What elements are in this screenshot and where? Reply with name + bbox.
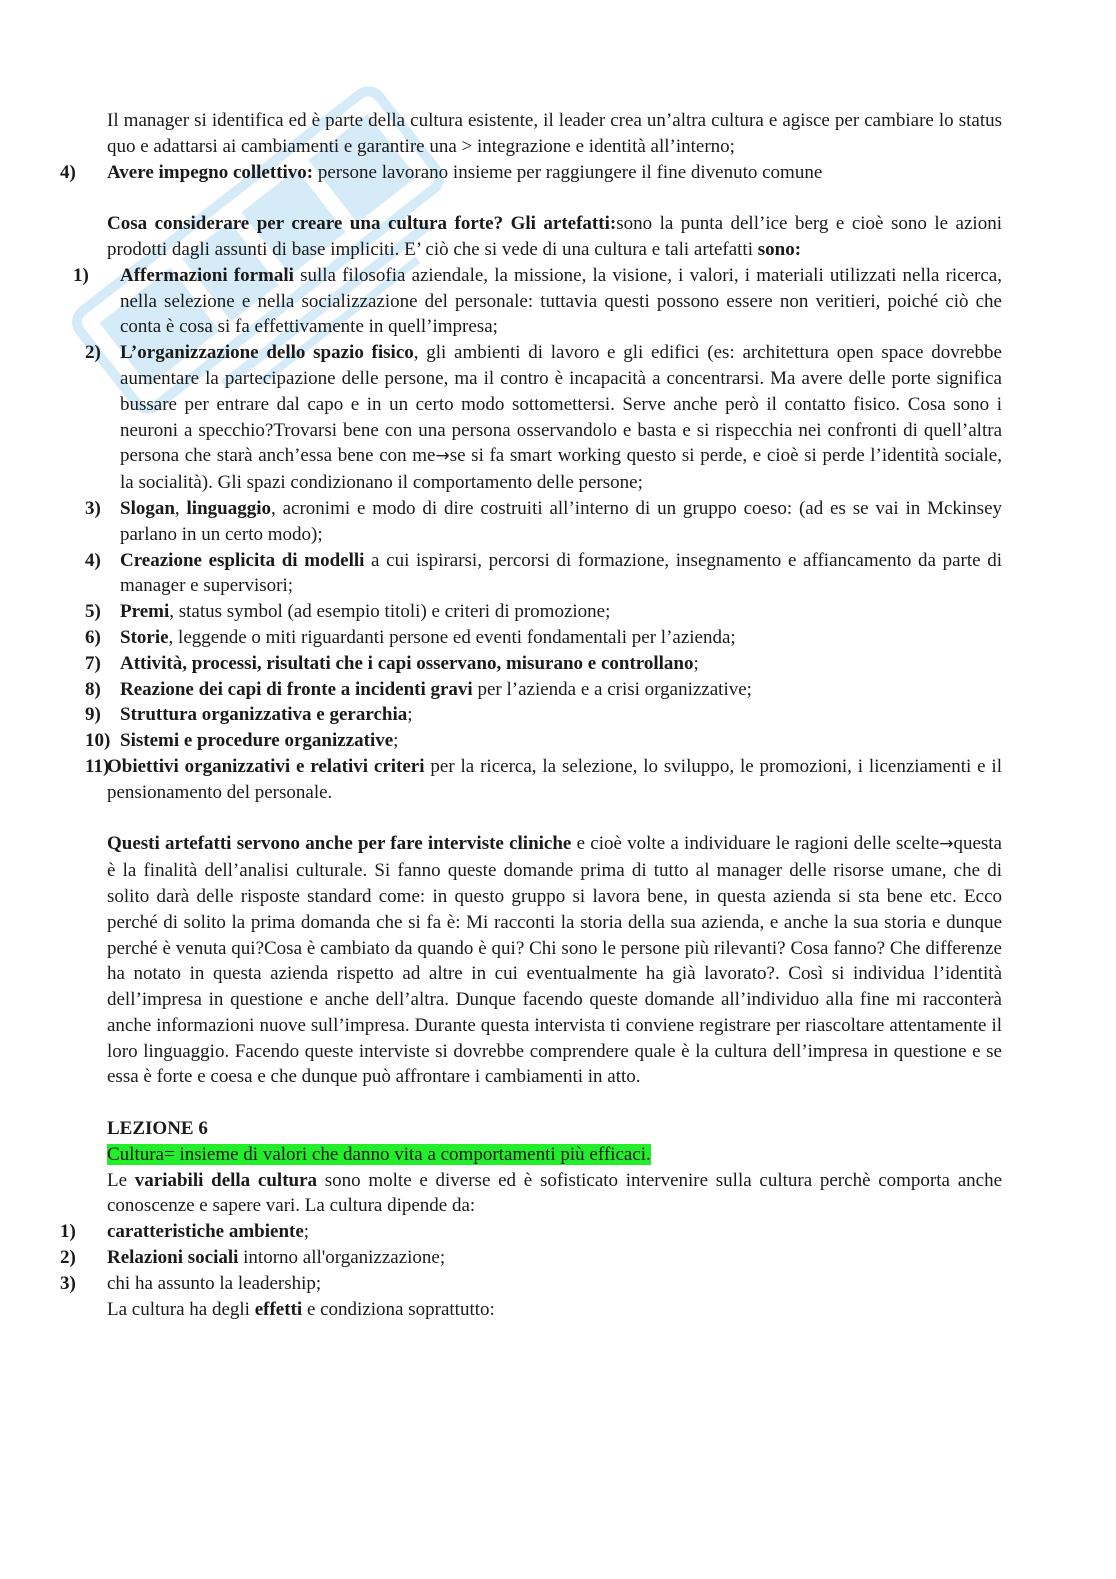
item-sep: ,: [174, 497, 187, 519]
item-bold-text: caratteristiche ambiente: [107, 1221, 304, 1243]
item-bold-text: Storie: [120, 626, 169, 648]
item-text: ;: [407, 704, 413, 726]
item-text: ;: [303, 1221, 310, 1243]
item-bold-text: Slogan: [120, 497, 175, 519]
culture-item-2: [60, 1245, 1002, 1271]
item-text: , acronimi e modo di dire costruiti all’interno di un gruppo coeso: (ad es se vai in Mckinsey parlano in un certo modo);: [120, 497, 1002, 545]
list-number: 7): [85, 652, 101, 674]
item-text: per l’azienda e a crisi organizzative;: [472, 678, 752, 700]
intro-paragraph: Il manager si identifica ed è parte della cultura esistente, il leader crea un’altra cultura e agisce per cambiare lo status quo e adattarsi ai cambiamenti e garantire una > integrazione e identità all’interno;: [107, 110, 1002, 157]
list-number: 3): [85, 497, 101, 519]
list-number: 2): [60, 1247, 76, 1269]
culture-item-3: [60, 1271, 1002, 1297]
interviste-paragraph: [107, 831, 1002, 1090]
item-text: intorno all'organizzazione;: [238, 1247, 446, 1269]
lesson-title-text: LEZIONE 6: [107, 1118, 208, 1140]
item-text: , status symbol (ad esempio titoli) e criteri di promozione;: [169, 601, 611, 623]
artefatti-question: Cosa considerare per creare una cultura forte? Gli artefatti:: [107, 213, 617, 235]
item-bold-text: Reazione dei capi di fronte a incidenti gravi: [120, 678, 473, 700]
artefatto-item-10: [85, 728, 1002, 754]
artefatto-item-3: [85, 496, 1002, 548]
interviste-text: e cioè volte a individuare le ragioni delle scelte: [571, 833, 940, 855]
item-text: ;: [693, 652, 699, 674]
interviste-bold: Questi artefatti servono anche per fare interviste cliniche: [107, 833, 572, 855]
interviste-text-cont: questa è la finalità dell’analisi culturale. Si fanno queste domande prima di tutto al manager delle risorse umane, che di solito darà delle risposte standard come: in questo gruppo si lavora bene, in questa azienda si sta bene etc. Ecco perché di solito la prima domanda che si fa è: Mi racconti la storia della sua azienda, e anche la sua storia e dunque perché è venuta qui?Cosa è cambiato da quando è qui? Chi sono le persone più rilevanti? Cosa fanno? Che differenze ha notato in questa azienda rispetto ad altre in cui eventualmente ha già lavorato?. Così si individua l’identità dell’impresa in questione e anche dell’altra. Dunque facendo queste domande all’individuo alla fine mi racconterà anche informazioni nuove sull’impresa. Durante questa intervista ti conviene registrare per riascoltare attentamente il loro linguaggio. Facendo queste interviste si dovrebbe comprendere quale è la cultura dell’impresa in questione e se essa è forte e coesa e che dunque può affrontare i cambiamenti in atto.: [107, 833, 1002, 1088]
list-number: 9): [85, 704, 101, 726]
variabili-text: sono molte e diverse ed è sofisticato intervenire sulla cultura perchè comporta anche conoscenze e sapere vari. La cultura dipende da:: [107, 1169, 1003, 1217]
item-bold-text: Affermazioni formali: [120, 264, 294, 286]
artefatti-intro-end: sono:: [757, 238, 802, 260]
artefatti-intro-text: sono la punta dell’ice berg e cioè sono le azioni prodotti dagli assunti di base impliciti. E’ ciò che si vede di una cultura e tali artefatti: [107, 213, 1002, 260]
lesson-title: [107, 1116, 1002, 1142]
list-number: 1): [73, 264, 89, 286]
effetti-paragraph: [107, 1297, 1002, 1323]
artefatto-item-9: [85, 702, 1002, 728]
list-item-4: [60, 160, 1002, 186]
list-number: 4): [60, 161, 76, 183]
artefatto-item-2: [85, 340, 1002, 496]
item-bold-text: Attività, processi, risultati che i capi osservano, misurano e controllano: [120, 652, 694, 674]
item-bold-text: Obiettivi organizzativi e relativi criteri: [107, 755, 425, 777]
item-text: persone lavorano insieme per raggiungere il fine divenuto comune: [313, 161, 823, 183]
item-text-cont: se si fa smart working questo si perde, e cioè si perde l’identità sociale, la socialità). Gli spazi condizionano il comportamento delle persone;: [120, 445, 1002, 494]
highlighted-definition: Cultura= insieme di valori che danno vita a comportamenti più efficaci.: [107, 1143, 651, 1165]
list-number: 1): [60, 1221, 76, 1243]
item-text: sulla filosofia aziendale, la missione, la visione, i valori, i materiali utilizzati nella ricerca, nella selezione e nella socializzazione del personale: tuttavia questi possono essere non veritieri, poiché ciò che conta è cosa si fa effettivamente in quell’impresa;: [120, 264, 1002, 338]
culture-item-1: [60, 1219, 1002, 1245]
list-number: 8): [85, 678, 101, 700]
list-number: 5): [85, 601, 101, 623]
item-text: ;: [393, 730, 399, 752]
item-text: per la ricerca, la selezione, lo sviluppo, le promozioni, i licenziamenti e il pensionamento del personale.: [107, 755, 1002, 803]
item-text: , leggende o miti riguardanti persone ed eventi fondamentali per l’azienda;: [168, 626, 736, 648]
artefatto-item-7: [85, 651, 1002, 677]
item-bold-text: Struttura organizzativa e gerarchia: [120, 704, 408, 726]
variabili-pre: Le: [107, 1169, 135, 1191]
list-number: 6): [85, 626, 101, 648]
item-bold-text: Creazione esplicita di modelli: [120, 549, 365, 571]
artefatto-item-5: [85, 599, 1002, 625]
variabili-paragraph: [107, 1168, 1002, 1220]
artefatti-intro: [107, 211, 1002, 263]
effetti-pre: La cultura ha degli: [107, 1298, 255, 1320]
culture-definition: [107, 1142, 1002, 1168]
item-text: a cui ispirarsi, percorsi di formazione, insegnamento e affiancamento da parte di manager e supervisori;: [120, 549, 1002, 597]
effetti-text: e condiziona soprattutto:: [302, 1298, 495, 1320]
item-bold-text: Premi: [120, 601, 170, 623]
item-text: chi ha assunto la leadership;: [107, 1272, 322, 1294]
artefatto-item-1: [73, 263, 1002, 340]
list-number: 11): [85, 755, 110, 777]
list-number: 2): [85, 342, 101, 364]
list-number: 10): [85, 730, 111, 752]
item-bold-text: Relazioni sociali: [107, 1247, 239, 1269]
arrow-icon: →: [435, 446, 450, 467]
item-bold-text-2: linguaggio: [186, 497, 271, 519]
item-bold-text: Avere impegno collettivo:: [107, 161, 314, 183]
item-bold-text: L’organizzazione dello spazio fisico: [120, 342, 414, 364]
item-text: , gli ambienti di lavoro e gli edifici (es: architettura open space dovrebbe aumentare la partecipazione delle persone, ma il contro è incapacità a concentrarsi. Ma avere delle porte significa bussare per entrare dal capo e in un certo modo sottomettersi. Serve anche però il contatto fisico. Cosa sono i neuroni a specchio?Trovarsi bene con una persona osservandolo e basta e si rispecchia nei confronti di quell’altra persona che starà anch’essa bene con me: [120, 342, 1002, 467]
arrow-icon: →: [939, 834, 954, 855]
variabili-bold: variabili della cultura: [134, 1169, 318, 1191]
artefatto-item-6: [85, 625, 1002, 651]
artefatto-item-4: [85, 548, 1002, 600]
list-number: 4): [85, 549, 101, 571]
artefatto-item-8: [85, 677, 1002, 703]
document-body: [60, 108, 1003, 1322]
artefatto-item-11: [85, 754, 1002, 806]
effetti-bold: effetti: [254, 1298, 303, 1320]
item-bold-text: Sistemi e procedure organizzative: [120, 730, 394, 752]
list-number: 3): [60, 1272, 76, 1294]
